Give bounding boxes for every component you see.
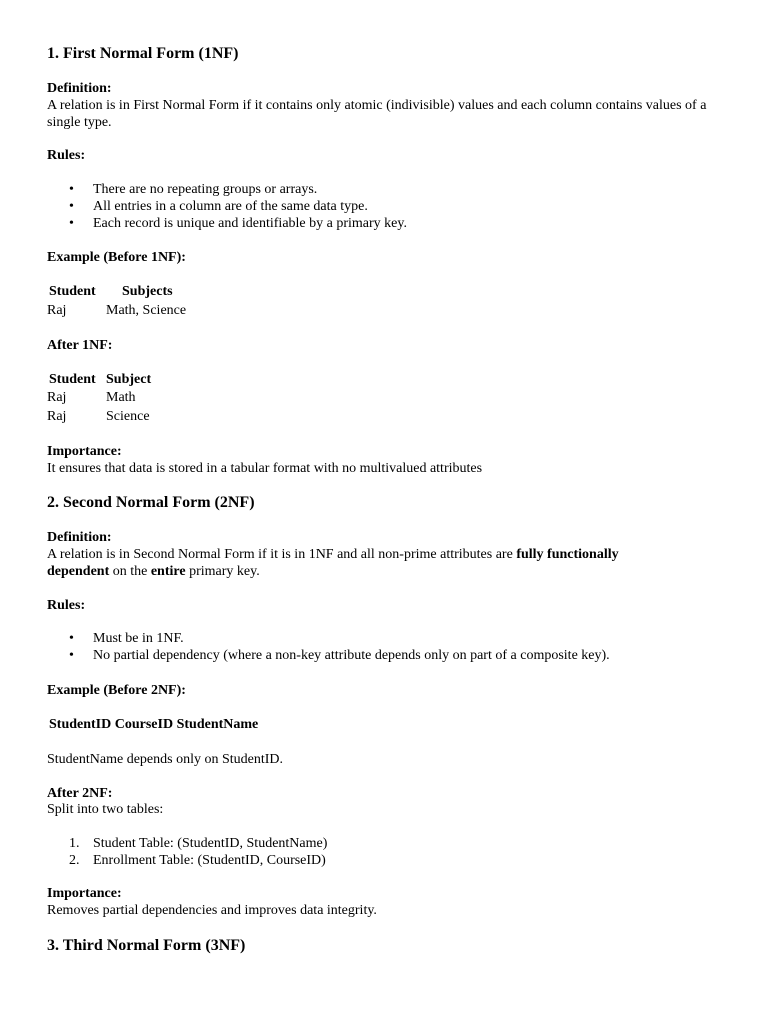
importance-label-1nf: Importance:: [47, 444, 122, 459]
table-cell: Science: [106, 409, 150, 424]
importance-text-1nf: It ensures that data is stored in a tabular format with no multivalued attributes: [47, 461, 483, 476]
bullet-icon: •: [69, 182, 74, 197]
list-number: 1.: [69, 836, 80, 851]
table-row: [47, 388, 151, 406]
bullet-icon: •: [69, 648, 74, 663]
after-text-2nf: Split into two tables:: [47, 802, 164, 817]
definition-label-2nf: Definition:: [47, 530, 112, 545]
importance-text-2nf: Removes partial dependencies and improves data integrity.: [47, 903, 377, 918]
before-1nf-table: [47, 283, 186, 319]
table-cell: Raj: [47, 303, 67, 318]
list-item: • All entries in a column are of the same data type.: [69, 199, 368, 214]
table-header: CourseID: [114, 717, 174, 732]
example-label-2nf: Example (Before 2NF):: [47, 683, 186, 698]
rules-list-2nf: [47, 630, 727, 664]
table-header: StudentName: [176, 717, 259, 732]
table-header: Subject: [106, 372, 152, 387]
bullet-icon: •: [69, 216, 74, 231]
after-1nf-table: [47, 371, 151, 425]
table-row: [47, 300, 186, 319]
rules-label-1nf: Rules:: [47, 148, 86, 163]
table-header-row: [47, 371, 151, 388]
table-cell: Raj: [47, 390, 67, 405]
definition-text-2nf-line1: A relation is in Second Normal Form if it is in 1NF and all non-prime attributes are fully functionally: [47, 547, 619, 562]
definition-text-1nf: A relation is in First Normal Form if it contains only atomic (indivisible) values and each column contains values of a single type.: [47, 98, 707, 130]
rules-list-1nf: [47, 181, 727, 232]
table-cell: Raj: [47, 409, 67, 424]
bullet-icon: •: [69, 199, 74, 214]
list-item: • Each record is unique and identifiable by a primary key.: [69, 216, 407, 231]
table-header-row: [47, 283, 186, 300]
table-header: Student: [49, 372, 96, 387]
rules-label-2nf: Rules:: [47, 598, 86, 613]
list-item: 1. Student Table: (StudentID, StudentName): [69, 836, 328, 851]
definition-text-2nf-line2: dependent on the entire primary key.: [47, 564, 260, 579]
section-heading-3nf: 3. Third Normal Form (3NF): [47, 937, 246, 954]
before-2nf-table-header: [49, 716, 258, 733]
bullet-icon: •: [69, 631, 74, 646]
table-header: Student: [49, 284, 96, 299]
list-item: • There are no repeating groups or arrays.: [69, 182, 318, 197]
list-number: 2.: [69, 853, 80, 868]
importance-label-2nf: Importance:: [47, 886, 122, 901]
table-cell: Math, Science: [106, 303, 187, 318]
dependency-note-2nf: StudentName depends only on StudentID.: [47, 752, 284, 767]
table-row: [47, 406, 151, 425]
table-header: Subjects: [122, 284, 173, 299]
after-list-2nf: [47, 835, 727, 869]
definition-label-1nf: Definition:: [47, 81, 112, 96]
after-label-2nf: After 2NF:: [47, 786, 113, 801]
list-item: 2. Enrollment Table: (StudentID, CourseID): [69, 853, 326, 868]
section-heading-1nf: 1. First Normal Form (1NF): [47, 45, 239, 62]
list-item: • Must be in 1NF.: [69, 631, 184, 646]
after-label-1nf: After 1NF:: [47, 338, 113, 353]
example-label-1nf: Example (Before 1NF):: [47, 250, 186, 265]
table-header: StudentID: [49, 717, 112, 732]
list-item: • No partial dependency (where a non-key attribute depends only on part of a composite key).: [69, 648, 610, 663]
section-heading-2nf: 2. Second Normal Form (2NF): [47, 494, 255, 511]
table-cell: Math: [106, 390, 136, 405]
